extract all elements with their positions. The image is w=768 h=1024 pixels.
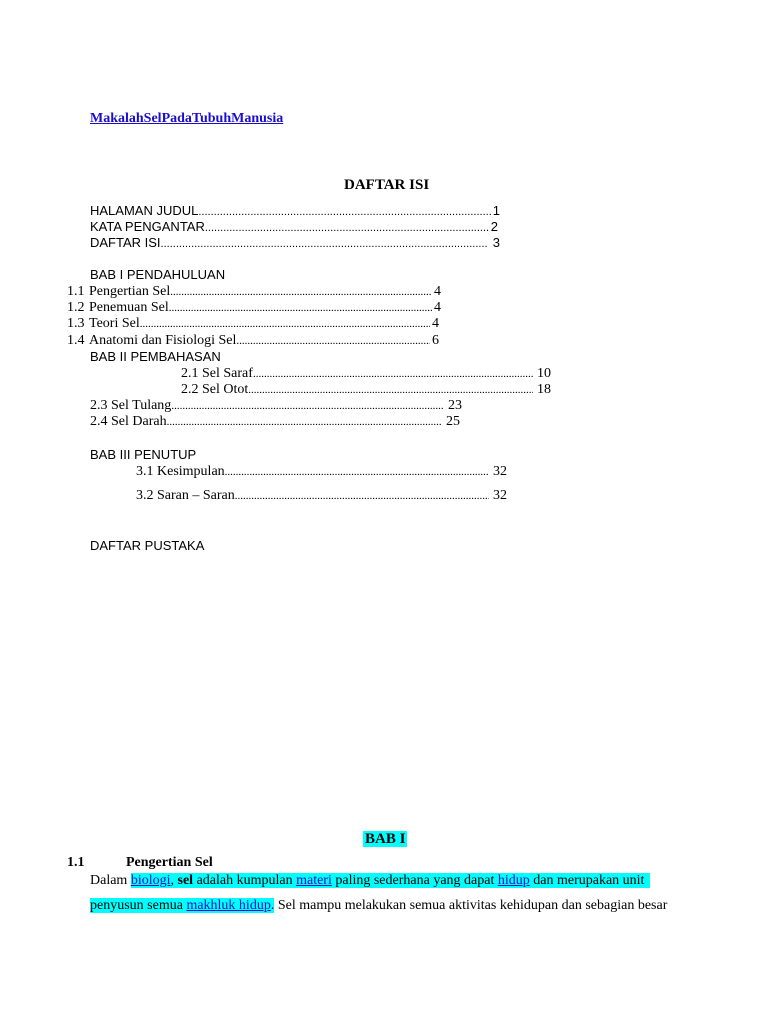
toc-label: KATA PENGANTAR: [90, 219, 205, 234]
chapter-heading: [363, 830, 407, 848]
toc-entry-1-2: [67, 300, 441, 316]
toc-label: [67, 300, 169, 316]
toc-leader: [198, 204, 490, 220]
toc-label: [67, 284, 170, 300]
section-title: Pengertian Sel: [126, 855, 213, 870]
toc-page-number: 2: [490, 219, 498, 234]
toc-label: DAFTAR ISI: [90, 235, 161, 250]
chapter-heading-text: BAB I: [365, 831, 406, 847]
section-number: 1.1: [67, 855, 85, 870]
toc-leader: [225, 464, 489, 480]
bab2-title: BAB II PEMBAHASAN: [90, 349, 221, 364]
toc-label: 2.1 Sel Saraf: [181, 366, 253, 381]
toc-entry-2-4: [90, 414, 460, 430]
toc-page-number: 4: [434, 300, 441, 315]
toc-entry-2-1: [181, 366, 551, 382]
toc-page-number: 32: [493, 464, 507, 479]
toc-leader: [171, 398, 444, 414]
toc-entry-3-1: [136, 464, 507, 480]
toc-entry-2-2: [181, 382, 551, 398]
toc-entry-3-2: [136, 488, 507, 504]
body-text: .: [270, 898, 275, 913]
toc-page-number: 10: [537, 366, 551, 381]
link-materi[interactable]: materi: [296, 873, 332, 888]
toc-page-number: 3: [492, 235, 500, 250]
toc-page-number: 4: [434, 284, 441, 299]
toc-entry-1-1: [67, 284, 441, 300]
toc-page-number: 32: [493, 488, 507, 503]
toc-entry-kata-pengantar: [90, 219, 498, 235]
body-text: paling sederhana yang dapat: [331, 873, 498, 888]
toc-number: 1.3: [67, 316, 85, 331]
toc-leader: [169, 300, 432, 316]
toc-title: DAFTAR ISI: [344, 177, 430, 193]
toc-entry-2-3: [90, 398, 462, 414]
bold-term-sel: sel: [177, 873, 194, 888]
toc-page-number: 23: [448, 398, 462, 413]
bab1-title: BAB I PENDAHULUAN: [90, 267, 226, 282]
link-biologi[interactable]: biologi: [130, 873, 171, 888]
toc-label: HALAMAN JUDUL: [90, 203, 199, 218]
toc-page-number: 1: [492, 203, 500, 218]
toc-page-number: 18: [537, 382, 551, 397]
toc-label: 2.4 Sel Darah: [90, 414, 167, 429]
toc-leader: [167, 414, 442, 430]
body-text: penyusun semua: [90, 898, 187, 913]
toc-label: 3.2 Saran – Saran: [136, 488, 235, 503]
body-text: Sel mampu melakukan semua aktivitas kehidupan dan sebagian besar: [274, 898, 668, 913]
toc-entry-1-4: [67, 333, 439, 349]
toc-number: 1.2: [67, 300, 85, 315]
body-text: ,: [170, 873, 178, 888]
toc-page-number: 25: [446, 414, 460, 429]
toc-text: Penemuan Sel: [89, 300, 169, 315]
body-text: adalah kumpulan: [193, 873, 297, 888]
section-heading: [67, 855, 213, 871]
toc-text: Anatomi dan Fisiologi Sel: [89, 333, 237, 348]
toc-leader: [205, 220, 489, 236]
toc-leader: [236, 333, 430, 349]
toc-number: 1.1: [67, 284, 85, 299]
toc-leader: [248, 382, 533, 398]
toc-leader: [170, 284, 432, 300]
toc-label: [67, 333, 236, 349]
document-title-link[interactable]: MakalahSelPadaTubuhManusia: [90, 111, 284, 126]
toc-entry-1-3: [67, 316, 439, 332]
toc-text: Pengertian Sel: [89, 284, 171, 299]
toc-leader: [161, 236, 487, 252]
link-makhluk-hidup[interactable]: makhluk hidup: [186, 898, 271, 913]
toc-number: 1.4: [67, 333, 85, 348]
body-line-1: [90, 872, 650, 890]
body-text: Dalam: [90, 873, 131, 888]
toc-entry-daftar-isi: [90, 235, 500, 251]
toc-label: 3.1 Kesimpulan: [136, 464, 225, 479]
toc-label: [67, 316, 140, 332]
toc-page-number: 6: [432, 333, 439, 348]
toc-page-number: 4: [432, 316, 439, 331]
toc-label: 2.3 Sel Tulang: [90, 398, 172, 413]
body-text: dan merupakan unit: [530, 873, 651, 888]
toc-leader: [235, 488, 489, 504]
daftar-pustaka: DAFTAR PUSTAKA: [90, 538, 205, 553]
toc-leader: [253, 366, 533, 382]
toc-text: Teori Sel: [89, 316, 140, 331]
bab3-title: BAB III PENUTUP: [90, 447, 197, 462]
toc-leader: [140, 316, 430, 332]
toc-label: 2.2 Sel Otot: [181, 382, 249, 397]
toc-entry-halaman-judul: [90, 203, 500, 219]
body-line-2: [90, 897, 667, 915]
link-hidup[interactable]: hidup: [497, 873, 530, 888]
